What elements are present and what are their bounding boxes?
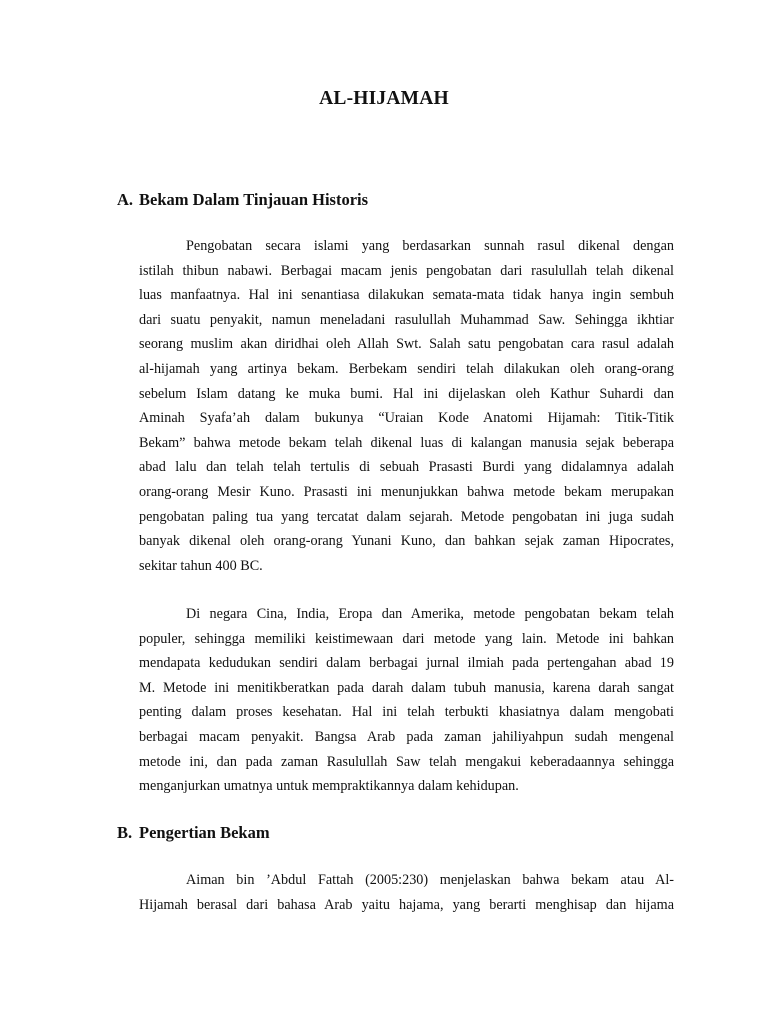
text-line: istilah thibun nabawi. Berbagai macam jenis pengobatan dari rasulullah telah dikenal xyxy=(139,262,674,279)
text-line: orang-orang Mesir Kuno. Prasasti ini menunjukkan bahwa metode bekam merupakan xyxy=(139,483,674,500)
text-line: berbagai macam penyakit. Bangsa Arab pada zaman jahiliyahpun sudah mengenal xyxy=(139,728,674,745)
text-line: Pengobatan secara islami yang berdasarkan sunnah rasul dikenal dengan xyxy=(186,238,674,254)
text-line: Di negara Cina, India, Eropa dan Amerika, metode pengobatan bekam telah xyxy=(186,606,674,622)
text-line: menganjurkan umatnya untuk mempraktikannya dalam kehidupan. xyxy=(139,778,519,795)
text-line: Bekam” bahwa metode bekam telah dikenal luas di kalangan manusia sejak beberapa xyxy=(139,434,674,451)
text-line: Aminah Syafa’ah dalam bukunya “Uraian Kode Anatomi Hijamah: Titik-Titik xyxy=(139,410,674,427)
document-title: AL-HIJAMAH xyxy=(319,88,449,109)
text-line: dari suatu penyakit, namun meneladani rasulullah Muhammad Saw. Sehingga ikhtiar xyxy=(139,311,674,328)
text-line: penting dalam proses kesehatan. Hal ini telah terbukti khasiatnya dalam mengobati xyxy=(139,704,674,721)
text-line: banyak dikenal oleh orang-orang Yunani Kuno, dan bahkan sejak zaman Hipocrates, xyxy=(139,533,674,550)
text-line: Hijamah berasal dari bahasa Arab yaitu hajama, yang berarti menghisap dan hijama xyxy=(139,896,674,913)
text-line: M. Metode ini menitikberatkan pada darah dalam tubuh manusia, karena darah sangat xyxy=(139,679,674,696)
text-line: al-hijamah yang artinya bekam. Berbekam sendiri telah dilakukan oleh orang-orang xyxy=(139,360,674,377)
text-line: abad lalu dan telah telah tertulis di sebuah Prasasti Burdi yang didalamnya adalah xyxy=(139,459,674,476)
paragraph xyxy=(139,602,674,799)
text-line: Aiman bin ’Abdul Fattah (2005:230) menjelaskan bahwa bekam atau Al- xyxy=(186,872,674,888)
section-number: A. xyxy=(117,190,134,209)
section-title: Bekam Dalam Tinjauan Historis xyxy=(139,190,369,209)
section-number: B. xyxy=(117,823,133,842)
section-heading-b xyxy=(117,823,270,843)
paragraph xyxy=(139,234,674,578)
text-line: mendapata kedudukan sendiri dalam berbagai jurnal ilmiah pada pertengahan abad 19 xyxy=(139,655,674,672)
section-title: Pengertian Bekam xyxy=(139,823,270,842)
text-line: sebelum Islam datang ke muka bumi. Hal ini dijelaskan oleh Kathur Suhardi dan xyxy=(139,385,674,402)
section-heading-a xyxy=(117,190,368,210)
paragraph xyxy=(139,868,674,917)
text-line: populer, sehingga memiliki keistimewaan dari metode yang lain. Metode ini bahkan xyxy=(139,630,674,647)
text-line: sekitar tahun 400 BC. xyxy=(139,557,263,574)
text-line: pengobatan paling tua yang tercatat dalam sejarah. Metode pengobatan ini juga sudah xyxy=(139,508,674,525)
text-line: metode ini, dan pada zaman Rasulullah Saw telah mengakui keberadaannya sehingga xyxy=(139,753,674,770)
text-line: luas manfaatnya. Hal ini senantiasa dilakukan semata-mata tidak hanya ingin sembuh xyxy=(139,287,674,304)
text-line: seorang muslim akan diridhai oleh Allah Swt. Salah satu pengobatan cara rasul adalah xyxy=(139,336,674,353)
